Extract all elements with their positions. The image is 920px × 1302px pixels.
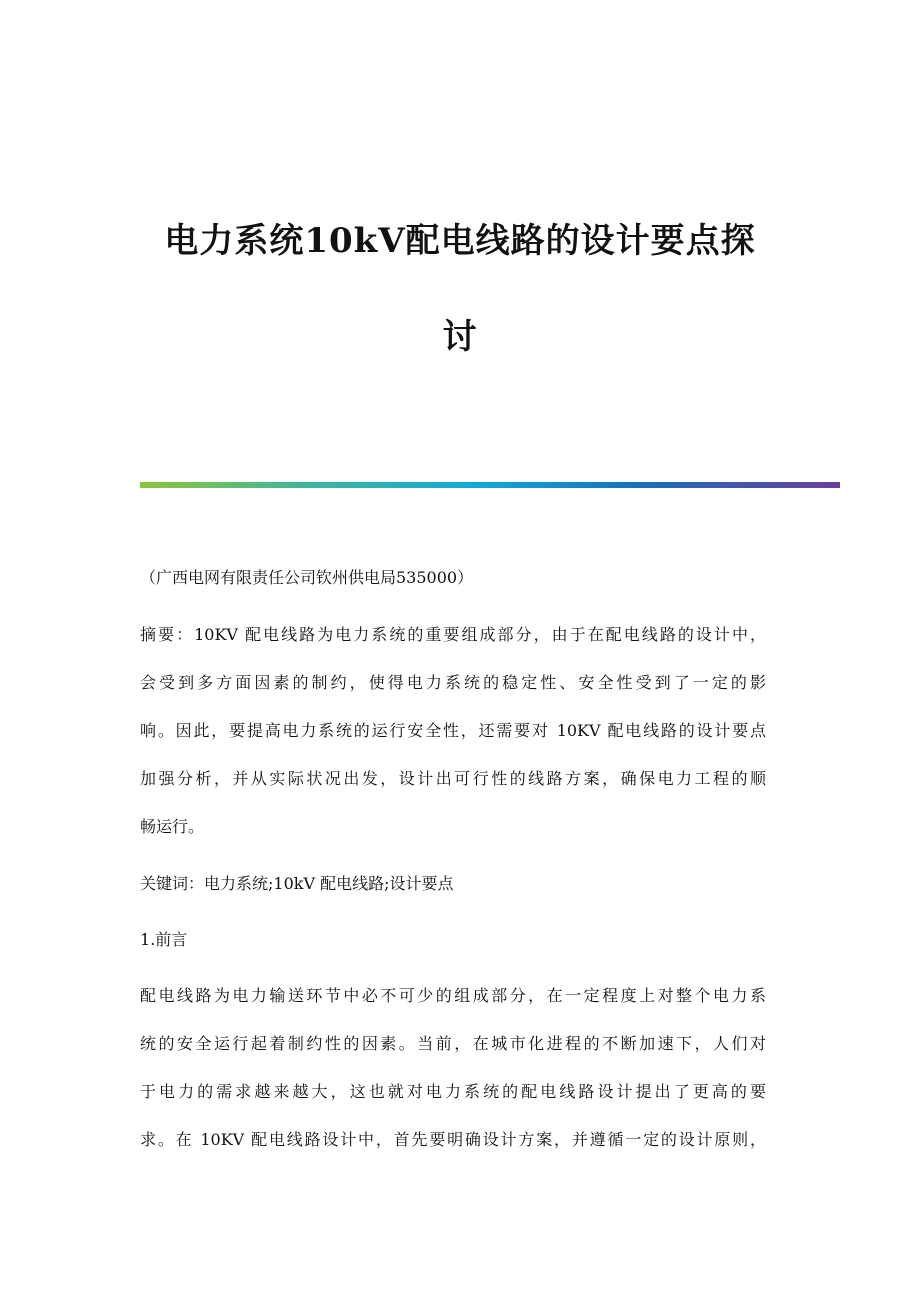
body-line: 配电线路为电力输送环节中必不可少的组成部分，在一定程度上对整个电力系: [140, 986, 766, 1005]
abstract-line: 摘要：10KV 配电线路为电力系统的重要组成部分，由于在配电线路的设计中，: [140, 625, 766, 644]
document-title-line-2: 讨: [442, 317, 478, 357]
author-affiliation: （广西电网有限责任公司钦州供电局535000）: [140, 568, 474, 587]
abstract-line: 畅运行。: [140, 817, 205, 836]
abstract-line: 响。因此，要提高电力系统的运行安全性，还需要对 10KV 配电线路的设计要点: [140, 721, 766, 740]
document-title-line-1: 电力系统10kV配电线路的设计要点探: [164, 221, 756, 261]
body-line: 求。在 10KV 配电线路设计中，首先要明确设计方案，并遵循一定的设计原则，: [140, 1130, 766, 1149]
gradient-divider: [140, 482, 840, 488]
body-line: 于电力的需求越来越大，这也就对电力系统的配电线路设计提出了更高的要: [140, 1082, 766, 1101]
keywords: 关键词：电力系统;10kV 配电线路;设计要点: [140, 874, 454, 893]
abstract-line: 加强分析，并从实际状况出发，设计出可行性的线路方案，确保电力工程的顺: [140, 769, 766, 788]
section-heading: 1.前言: [140, 930, 188, 949]
abstract-line: 会受到多方面因素的制约，使得电力系统的稳定性、安全性受到了一定的影: [140, 673, 766, 692]
body-line: 统的安全运行起着制约性的因素。当前，在城市化进程的不断加速下，人们对: [140, 1034, 766, 1053]
